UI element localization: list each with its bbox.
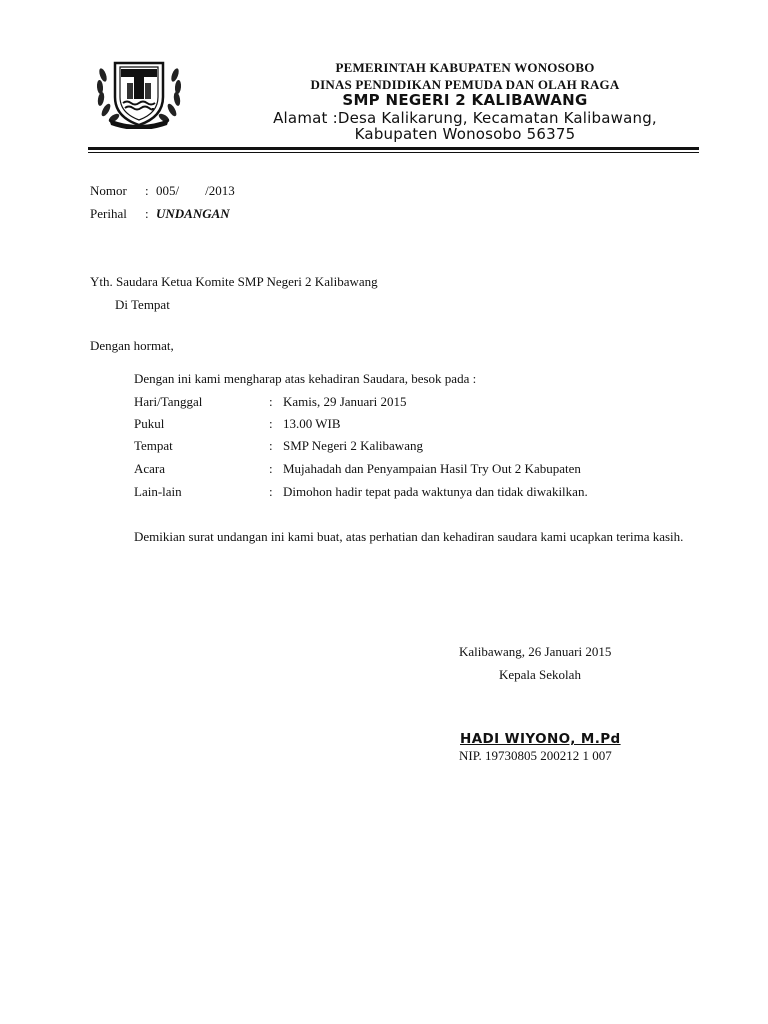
signature-position: Kepala Sekolah [499, 667, 581, 682]
letterhead-school-name: SMP NEGERI 2 KALIBAWANG [342, 91, 588, 109]
recipient-line1: Yth. Saudara Ketua Komite SMP Negeri 2 Kalibawang [90, 274, 378, 289]
signature-place-date: Kalibawang, 26 Januari 2015 [459, 644, 612, 659]
closing-paragraph: Demikian surat undangan ini kami buat, atas perhatian dan kehadiran saudara kami ucapkan terima kasih. [134, 529, 684, 544]
detail-label-event: Acara [134, 461, 166, 476]
nomor-value: 005/ /2013 [156, 183, 235, 198]
detail-sep-date: : [269, 394, 273, 409]
detail-sep-event: : [269, 461, 273, 476]
nomor-label: Nomor [90, 183, 127, 198]
perihal-separator: : [145, 206, 149, 221]
invitation-intro: Dengan ini kami mengharap atas kehadiran Saudara, besok pada : [134, 371, 477, 386]
signature-nip: NIP. 19730805 200212 1 007 [459, 748, 612, 763]
detail-label-place: Tempat [134, 438, 173, 453]
letterhead-divider-thin [88, 152, 699, 153]
letterhead-divider-thick [88, 147, 699, 150]
detail-label-other: Lain-lain [134, 484, 182, 499]
detail-value-time: 13.00 WIB [283, 416, 341, 431]
letterhead-department: DINAS PENDIDIKAN PEMUDA DAN OLAH RAGA [310, 77, 620, 92]
detail-value-other: Dimohon hadir tepat pada waktunya dan tidak diwakilkan. [283, 484, 588, 499]
letterhead-address-line2: Kabupaten Wonosobo 56375 [354, 125, 576, 143]
perihal-value: UNDANGAN [156, 206, 230, 221]
detail-value-date: Kamis, 29 Januari 2015 [283, 394, 407, 409]
recipient-line2: Di Tempat [115, 297, 170, 312]
detail-value-event: Mujahadah dan Penyampaian Hasil Try Out 2 Kabupaten [283, 461, 581, 476]
detail-label-time: Pukul [134, 416, 165, 431]
perihal-label: Perihal [90, 206, 127, 221]
nomor-separator: : [145, 183, 149, 198]
detail-sep-other: : [269, 484, 273, 499]
letterhead-address-line1: Alamat :Desa Kalikarung, Kecamatan Kalibawang, [273, 109, 657, 127]
salutation: Dengan hormat, [90, 338, 174, 353]
detail-label-date: Hari/Tanggal [134, 394, 203, 409]
detail-sep-time: : [269, 416, 273, 431]
regency-emblem-icon [93, 57, 185, 129]
detail-sep-place: : [269, 438, 273, 453]
detail-value-place: SMP Negeri 2 Kalibawang [283, 438, 423, 453]
signature-name: HADI WIYONO, M.Pd [460, 731, 621, 747]
letterhead-government: PEMERINTAH KABUPATEN WONOSOBO [335, 60, 595, 75]
